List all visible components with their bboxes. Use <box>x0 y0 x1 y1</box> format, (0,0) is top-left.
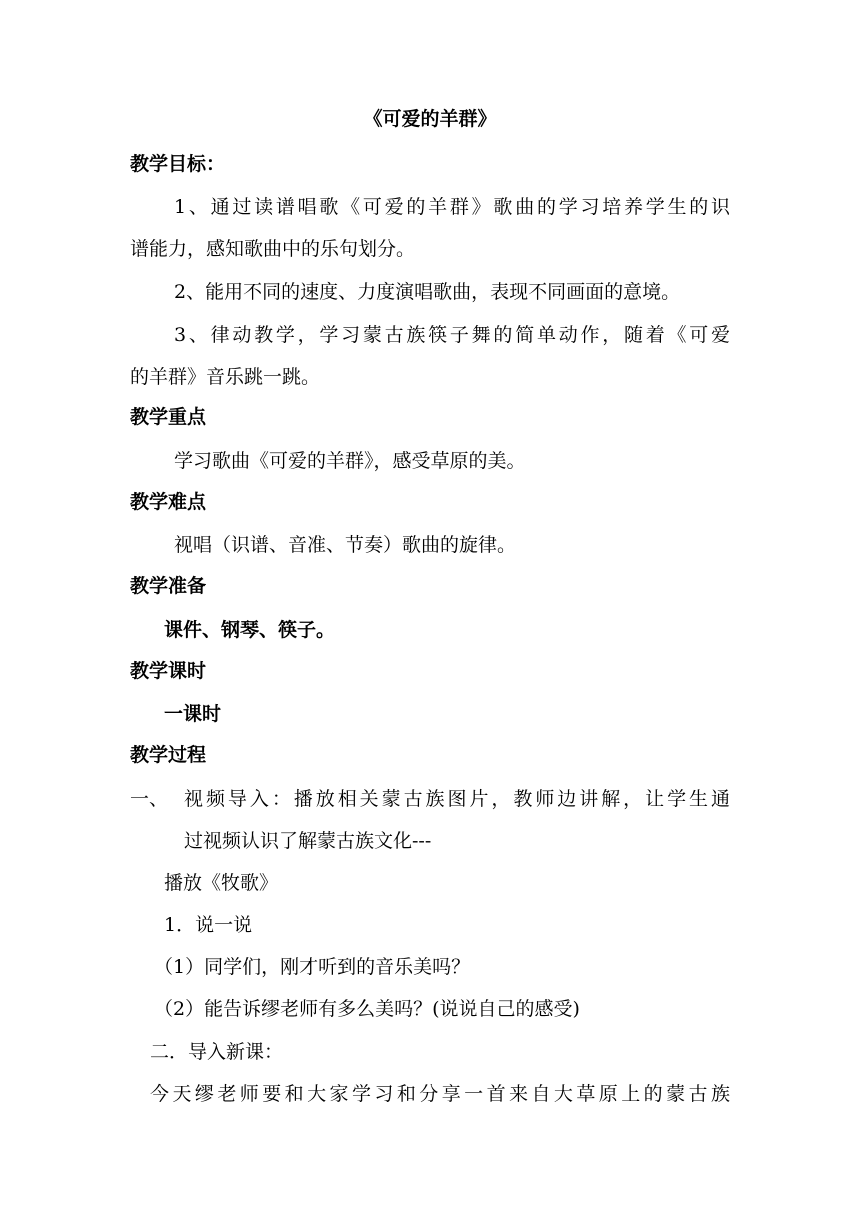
step-1-text-line-2: 过视频认识了解蒙古族文化--- <box>184 830 432 852</box>
step-1-text-line-1: 视频导入：播放相关蒙古族图片，教师边讲解，让学生通 <box>184 788 730 810</box>
preparation-text: 课件、钢琴、筷子。 <box>164 619 336 641</box>
objective-1-line-1: 1、通过读谱唱歌《可爱的羊群》歌曲的学习培养学生的识 <box>174 196 730 218</box>
step-2-heading: 二．导入新课： <box>150 1041 284 1063</box>
step-1-number: 一、 <box>130 788 169 810</box>
difficulties-text: 视唱（识谱、音准、节奏）歌曲的旋律。 <box>174 534 517 556</box>
objective-1-line-2: 谱能力，感知歌曲中的乐句划分。 <box>130 238 416 260</box>
question-1: （1）同学们，刚才听到的音乐美吗？ <box>154 956 471 978</box>
objectives-heading: 教学目标： <box>130 153 226 175</box>
document-title: 《可爱的羊群》 <box>363 108 497 130</box>
step-2-text: 今天缪老师要和大家学习和分享一首来自大草原上的蒙古族 <box>150 1083 730 1105</box>
step-1-sub: 1．说一说 <box>164 914 253 936</box>
preparation-heading: 教学准备 <box>130 575 207 597</box>
class-hours-text: 一课时 <box>164 703 222 725</box>
class-hours-heading: 教学课时 <box>130 660 207 682</box>
question-2: （2）能告诉缪老师有多么美吗？(说说自己的感受) <box>154 998 580 1020</box>
difficulties-heading: 教学难点 <box>130 491 207 513</box>
key-points-text: 学习歌曲《可爱的羊群》，感受草原的美。 <box>174 450 526 472</box>
objective-2: 2、能用不同的速度、力度演唱歌曲，表现不同画面的意境。 <box>174 281 681 303</box>
objective-3-line-1: 3、律动教学，学习蒙古族筷子舞的简单动作，随着《可爱 <box>174 324 730 346</box>
key-points-heading: 教学重点 <box>130 406 207 428</box>
step-1-play: 播放《牧歌》 <box>164 872 279 894</box>
objective-3-line-2: 的羊群》音乐跳一跳。 <box>130 366 321 388</box>
process-heading: 教学过程 <box>130 744 207 766</box>
